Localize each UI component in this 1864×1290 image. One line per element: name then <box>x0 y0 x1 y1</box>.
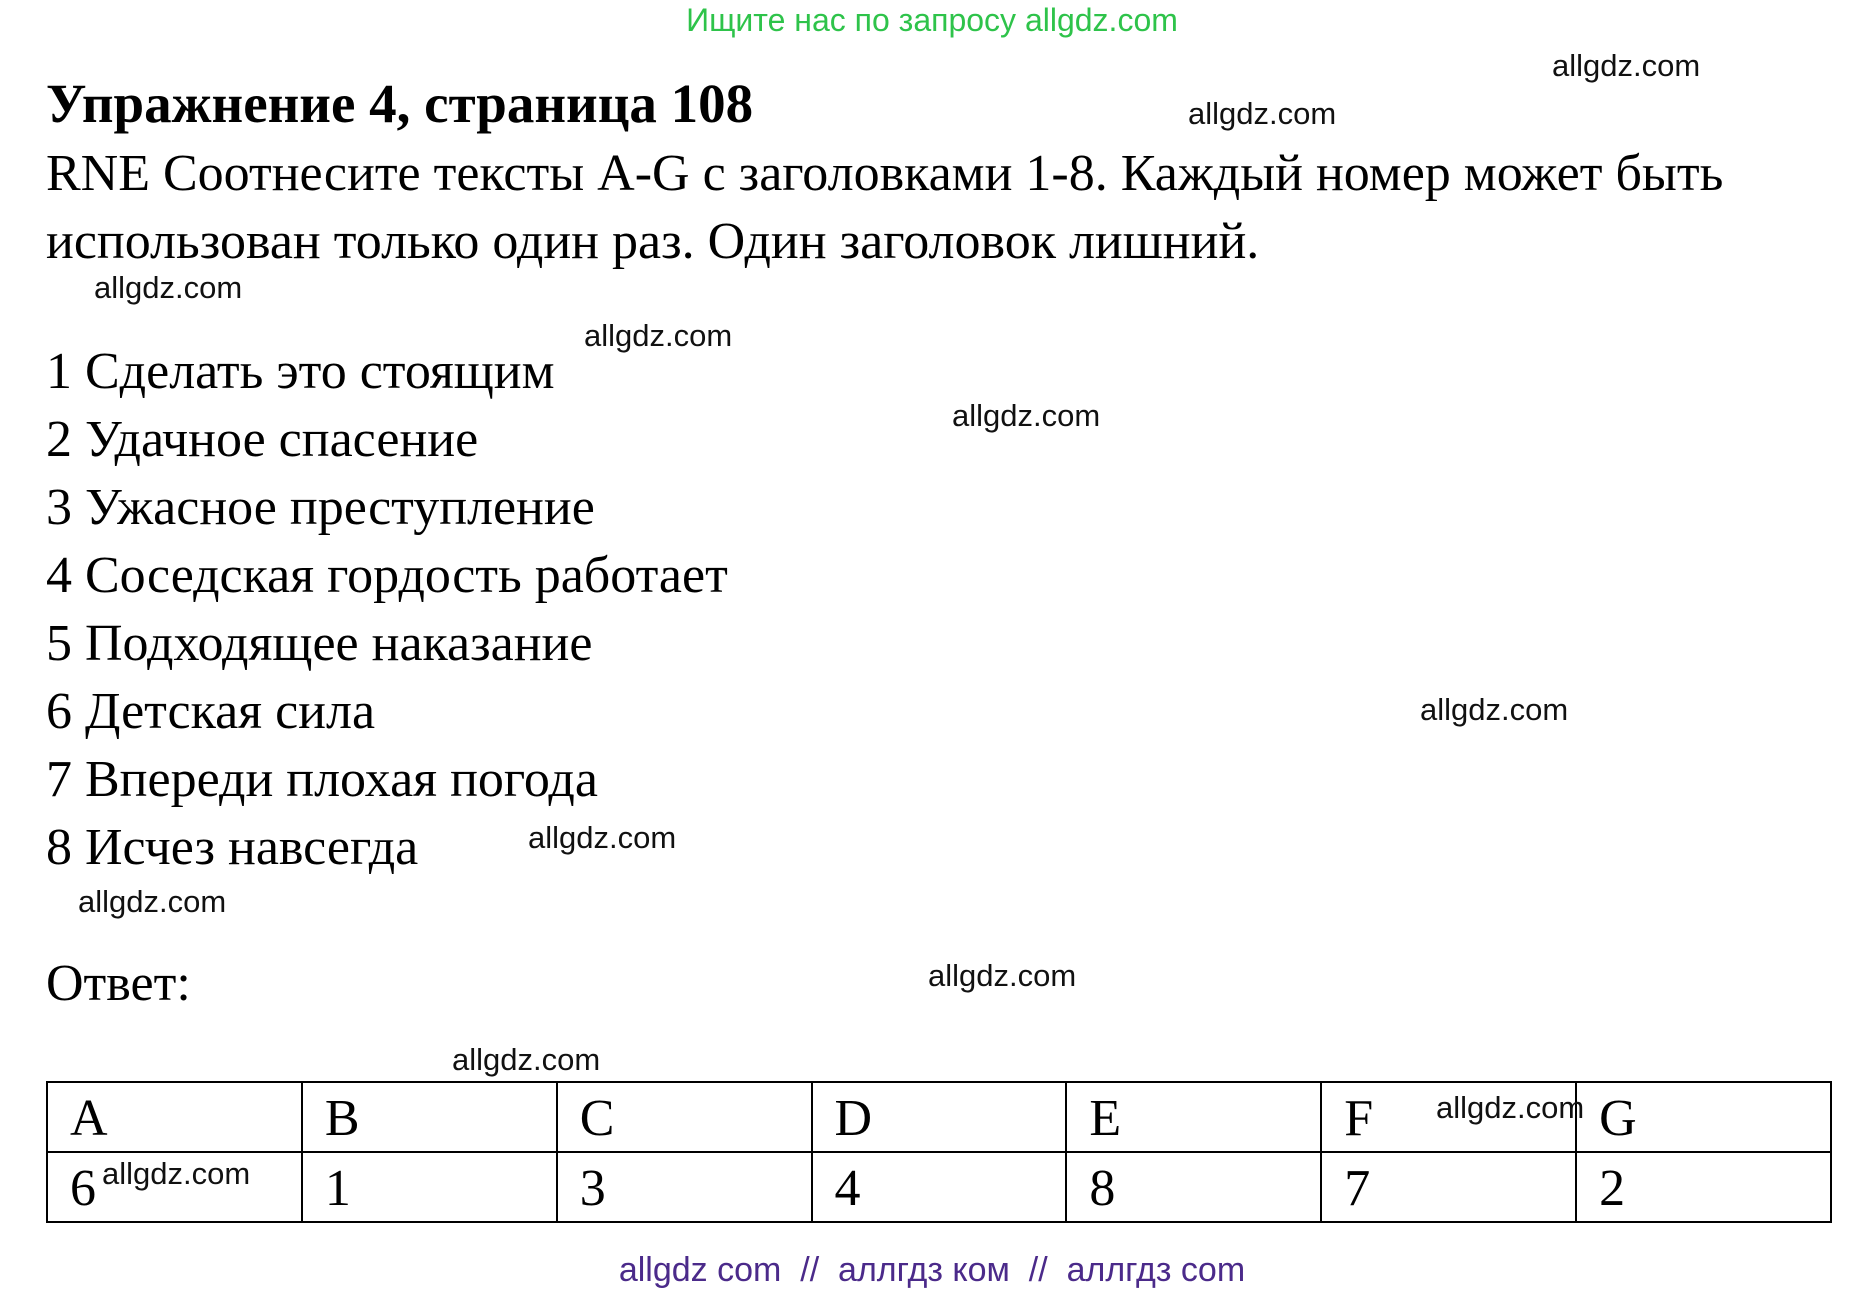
top-banner: Ищите нас по запросу allgdz.com <box>686 2 1178 38</box>
heading-item-2: 2 Удачное спасение <box>46 411 479 468</box>
heading-item-7: 7 Впереди плохая погода <box>46 751 598 808</box>
answer-label: Ответ: <box>46 955 191 1012</box>
answer-number-cell: 1 <box>302 1152 557 1222</box>
watermark: allgdz.com <box>1436 1090 1585 1125</box>
heading-item-1: 1 Сделать это стоящим <box>46 343 555 400</box>
answer-number-cell: 3 <box>557 1152 812 1222</box>
watermark: allgdz.com <box>1188 96 1337 131</box>
heading-item-8: 8 Исчез навсегда <box>46 819 419 876</box>
answer-letter-cell: C <box>557 1082 812 1152</box>
answer-number-cell: 7 <box>1321 1152 1576 1222</box>
headings-list <box>46 338 728 882</box>
watermark: allgdz.com <box>928 958 1077 993</box>
heading-item-6: 6 Детская сила <box>46 683 376 740</box>
answer-letter-cell: F <box>1321 1082 1576 1152</box>
watermark: allgdz.com <box>452 1042 601 1077</box>
footer-links: allgdz com // аллгдз ком // аллгдз com <box>618 1251 1246 1289</box>
answer-letter-cell: A <box>47 1082 302 1152</box>
watermark: allgdz.com <box>952 398 1101 433</box>
answer-number-cell: 2 <box>1576 1152 1831 1222</box>
heading-item-4: 4 Соседская гордость работает <box>46 547 728 604</box>
watermark: allgdz.com <box>78 884 227 919</box>
watermark: allgdz.com <box>528 820 677 855</box>
heading-item-3: 3 Ужасное преступление <box>46 479 595 536</box>
heading-item-5: 5 Подходящее наказание <box>46 615 593 672</box>
watermark: allgdz.com <box>102 1156 251 1191</box>
answer-letter-cell: B <box>302 1082 557 1152</box>
watermark: allgdz.com <box>1552 48 1701 83</box>
answer-letter-cell: D <box>812 1082 1067 1152</box>
answer-letter-cell: G <box>1576 1082 1831 1152</box>
answer-numbers-row <box>47 1152 1831 1222</box>
watermark: allgdz.com <box>584 318 733 353</box>
answer-letter-cell: E <box>1066 1082 1321 1152</box>
answer-number-cell: 6 <box>47 1152 302 1222</box>
task-instructions: RNE Соотнесите тексты A-G с заголовками 1-8. Каждый номер может быть использован только один раз. Один заголовок лишний. <box>46 145 1724 270</box>
watermark: allgdz.com <box>94 270 243 305</box>
answer-number-cell: 4 <box>812 1152 1067 1222</box>
answer-number-cell: 8 <box>1066 1152 1321 1222</box>
exercise-title: Упражнение 4, страница 108 <box>46 73 754 134</box>
watermark: allgdz.com <box>1420 692 1569 727</box>
